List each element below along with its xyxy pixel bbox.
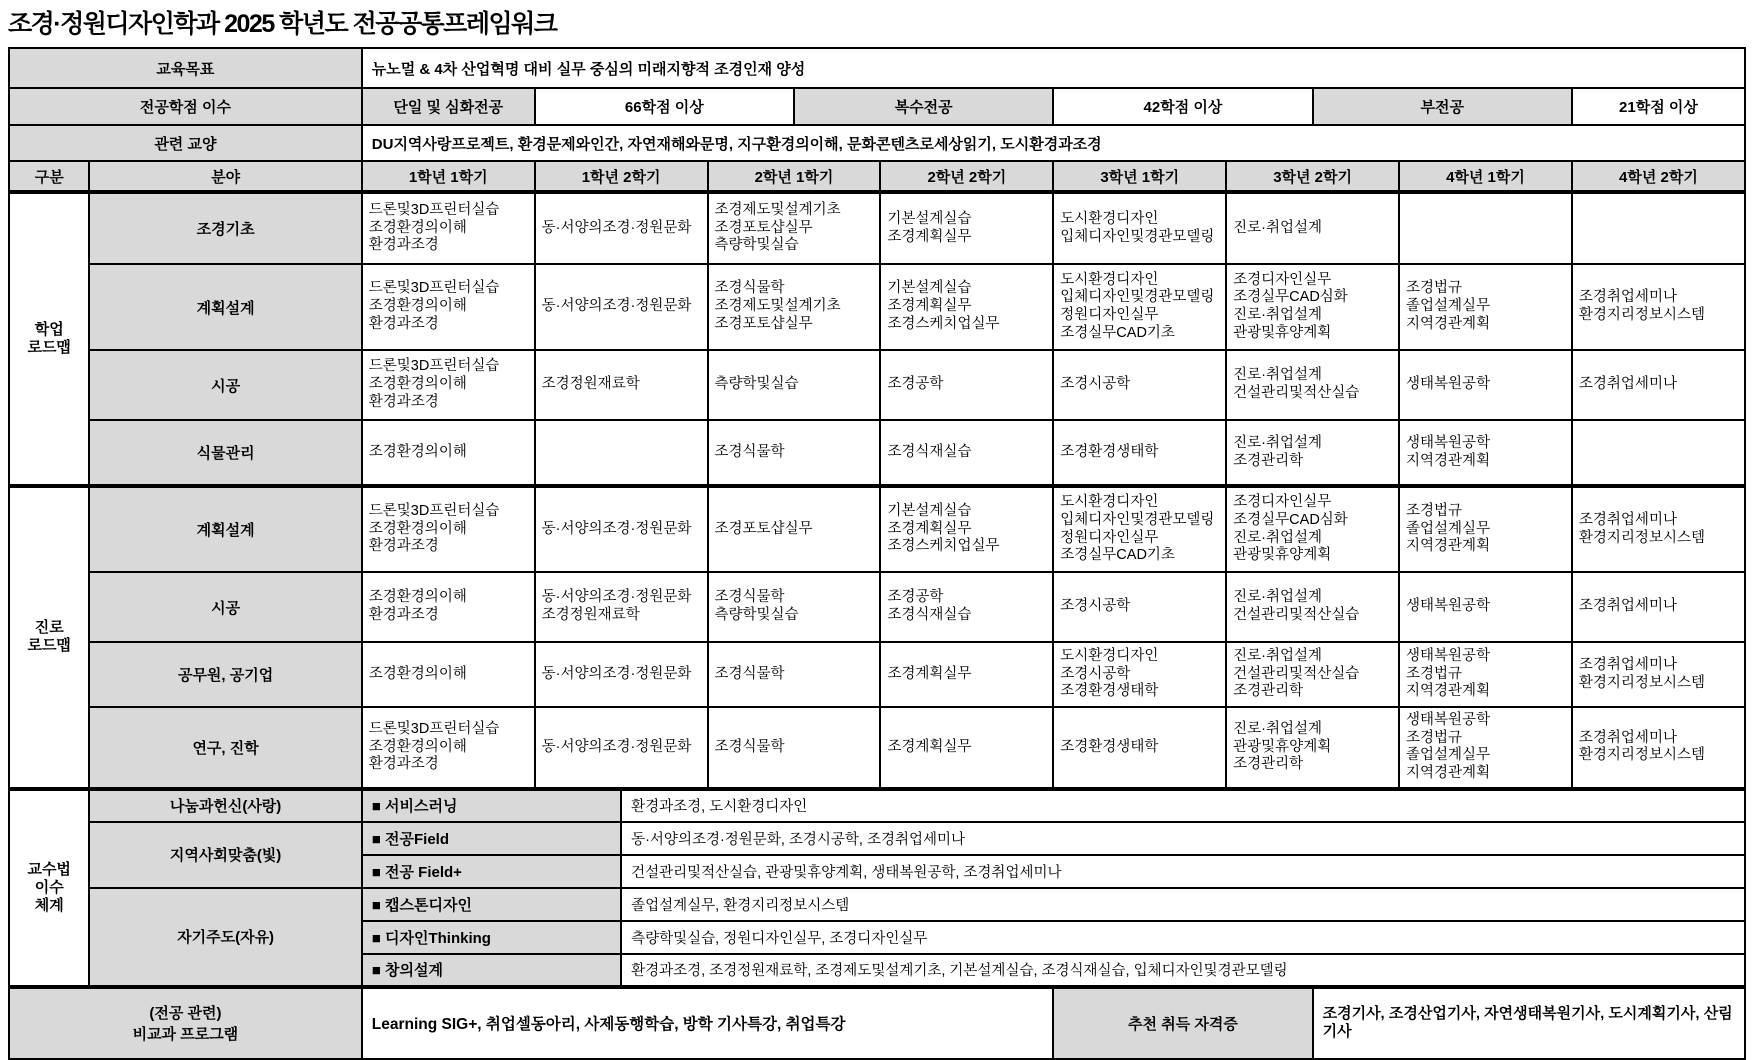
field-label: 조경기초 (89, 192, 361, 264)
course-item: 환경지리정보시스템 (1578, 674, 1705, 691)
course-item: 조경환경생태학 (1060, 683, 1159, 700)
course-item: 환경지리정보시스템 (1578, 529, 1705, 546)
course-item: 조경실무CAD심화 (1233, 289, 1348, 306)
course-item: 조경환경의이해 (368, 219, 467, 236)
course-item: 조경포토샵실무 (714, 219, 813, 236)
course-item: 도시환경디자인 (1060, 210, 1159, 227)
course-item: 조경환경생태학 (1060, 443, 1159, 460)
course-cell (1399, 642, 1572, 707)
course-cell (880, 486, 1053, 572)
course-item: 조경계획실무 (887, 228, 972, 245)
course-item: 동·서양의조경·정원문화 (541, 738, 692, 755)
course-item: 지역경관계획 (1406, 683, 1491, 700)
course-item: 진로·취업설계 (1233, 647, 1323, 664)
course-cell (708, 642, 881, 707)
course-item: 진로·취업설계 (1233, 434, 1323, 451)
course-cell (880, 264, 1053, 350)
course-cell (1399, 192, 1572, 264)
course-item: 조경환경의이해 (368, 443, 467, 460)
field-label: 공무원, 공기업 (89, 642, 361, 707)
course-cell (1053, 572, 1226, 642)
pedagogy-section-label-line: 체계 (34, 896, 64, 914)
course-item: 조경식물학 (714, 589, 785, 606)
course-cell (535, 264, 708, 350)
course-item: 조경법규 (1406, 280, 1463, 297)
course-item: 조경환경의이해 (368, 738, 467, 755)
course-item: 조경계획실무 (887, 665, 972, 682)
course-item: 조경식물학 (714, 665, 785, 682)
pedagogy-section-label (9, 789, 89, 987)
course-item: 조경제도및설계기초 (714, 298, 841, 315)
course-item: 조경시공학 (1060, 598, 1131, 615)
course-item: 환경과조경 (368, 756, 439, 773)
course-item: 생태복원공학 (1406, 434, 1491, 451)
extracurricular-label-line1: (전공 관련) (149, 1005, 222, 1023)
course-item: 환경과조경 (368, 315, 439, 332)
course-cell (708, 486, 881, 572)
course-item: 조경계획실무 (887, 298, 972, 315)
teaching-method-label: ■ 전공 Field+ (362, 855, 621, 888)
course-item: 지역경관계획 (1406, 315, 1491, 332)
course-item: 환경과조경 (368, 237, 439, 254)
teaching-method-courses: 건설관리및적산실습, 관광및휴양계획, 생태복원공학, 조경취업세미나 (621, 855, 1745, 888)
semester-header: 3학년 1학기 (1053, 161, 1226, 192)
course-cell (708, 572, 881, 642)
section-label-line: 학업 (34, 321, 64, 338)
course-cell (1572, 486, 1745, 572)
course-item: 조경정원재료학 (541, 376, 640, 393)
course-item: 생태복원공학 (1406, 712, 1491, 728)
curriculum-framework-table (8, 47, 1746, 1060)
course-cell (708, 192, 881, 264)
course-cell (1053, 707, 1226, 789)
course-item: 조경관리학 (1233, 756, 1304, 773)
course-item: 조경실무CAD심화 (1233, 511, 1348, 528)
course-cell (880, 707, 1053, 789)
course-item: 환경과조경 (368, 607, 439, 623)
course-item: 조경취업세미나 (1578, 376, 1677, 393)
course-item: 조경취업세미나 (1578, 511, 1677, 528)
course-item: 조경정원재료학 (541, 607, 640, 623)
credit-type-minor: 부전공 (1313, 88, 1572, 125)
course-cell (535, 572, 708, 642)
extracurricular-programs: Learning SIG+, 취업셀동아리, 사제동행학습, 방학 기사특강, 취업특강 (362, 987, 1054, 1059)
extracurricular-label (9, 987, 362, 1059)
course-item: 진로·취업설계 (1233, 589, 1323, 606)
course-item: 조경식재실습 (887, 443, 972, 460)
course-cell (1053, 486, 1226, 572)
teaching-method-label: ■ 디자인Thinking (362, 921, 621, 954)
course-item: 측량학및실습 (714, 607, 799, 623)
course-item: 조경공학 (887, 376, 944, 393)
course-cell (1399, 707, 1572, 789)
course-item: 조경계획실무 (887, 738, 972, 755)
teaching-method-courses: 동·서양의조경·정원문화, 조경시공학, 조경취업세미나 (621, 822, 1745, 855)
course-cell (1053, 420, 1226, 486)
course-item: 조경디자인실무 (1233, 494, 1332, 511)
course-cell (535, 420, 708, 486)
course-item: 동·서양의조경·정원문화 (541, 589, 692, 606)
course-item: 드론및3D프린터실습 (368, 720, 500, 737)
semester-header: 3학년 2학기 (1226, 161, 1399, 192)
course-item: 진로·취업설계 (1233, 720, 1323, 737)
course-item: 측량학및실습 (714, 376, 799, 393)
course-item: 조경식물학 (714, 738, 785, 755)
course-cell (1053, 642, 1226, 707)
course-item: 환경지리정보시스템 (1578, 747, 1705, 764)
credit-value-double: 42학점 이상 (1053, 88, 1312, 125)
course-item: 생태복원공학 (1406, 376, 1491, 393)
course-item: 조경제도및설계기초 (714, 201, 841, 218)
course-item: 조경관리학 (1233, 452, 1304, 469)
course-cell (1572, 572, 1745, 642)
course-item: 환경과조경 (368, 393, 439, 410)
course-cell (362, 486, 535, 572)
course-item: 조경법규 (1406, 729, 1463, 746)
course-item: 조경법규 (1406, 665, 1463, 682)
course-item: 도시환경디자인 (1060, 494, 1159, 511)
course-item: 기본설계실습 (887, 210, 972, 227)
course-cell (535, 192, 708, 264)
course-item: 드론및3D프린터실습 (368, 358, 500, 375)
course-cell (1399, 420, 1572, 486)
course-item: 도시환경디자인 (1060, 271, 1159, 288)
course-item: 입체디자인및경관모델링 (1060, 289, 1215, 306)
course-cell (362, 572, 535, 642)
teaching-method-courses: 환경과조경, 도시환경디자인 (621, 789, 1745, 822)
course-item: 진로·취업설계 (1233, 219, 1323, 236)
course-item: 생태복원공학 (1406, 598, 1491, 615)
course-item: 기본설계실습 (887, 280, 972, 297)
course-item: 조경취업세미나 (1578, 656, 1677, 673)
course-item: 조경포토샵실무 (714, 520, 813, 537)
course-item: 관광및휴양계획 (1233, 547, 1332, 564)
teaching-method-label: ■ 캡스톤디자인 (362, 888, 621, 921)
course-cell (362, 264, 535, 350)
course-item: 조경관리학 (1233, 683, 1304, 700)
course-item: 건설관리및적산실습 (1233, 385, 1360, 401)
extracurricular-label-line2: 비교과 프로그램 (132, 1026, 239, 1044)
course-item: 조경환경의이해 (368, 376, 467, 393)
teaching-method-courses: 졸업설계실무, 환경지리정보시스템 (621, 888, 1745, 921)
course-cell (880, 642, 1053, 707)
course-cell (362, 350, 535, 420)
course-item: 조경시공학 (1060, 376, 1131, 393)
semester-header: 4학년 2학기 (1572, 161, 1745, 192)
course-cell (708, 707, 881, 789)
course-item: 조경환경의이해 (368, 589, 467, 606)
semester-header: 4학년 1학기 (1399, 161, 1572, 192)
course-cell (880, 192, 1053, 264)
course-cell (708, 264, 881, 350)
course-item: 조경식물학 (714, 443, 785, 460)
course-cell (1572, 707, 1745, 789)
course-cell (1399, 350, 1572, 420)
course-item: 조경환경의이해 (368, 665, 467, 682)
field-label: 시공 (89, 572, 361, 642)
credits-label: 전공학점 이수 (9, 88, 362, 125)
section-label (9, 486, 89, 789)
liberal-label: 관련 교양 (9, 125, 362, 161)
recommended-certs-list: 조경기사, 조경산업기사, 자연생태복원기사, 도시계획기사, 산림기사 (1313, 987, 1745, 1059)
course-item: 조경환경의이해 (368, 298, 467, 315)
credit-type-single: 단일 및 심화전공 (362, 88, 535, 125)
course-cell (1399, 264, 1572, 350)
section-label-line: 로드맵 (27, 339, 71, 356)
goal-value: 뉴노멀 & 4차 산업혁명 대비 실무 중심의 미래지향적 조경인재 양성 (362, 48, 1745, 88)
teaching-method-label: ■ 서비스러닝 (362, 789, 621, 822)
course-item: 지역경관계획 (1406, 452, 1491, 469)
course-cell (535, 707, 708, 789)
course-item: 조경디자인실무 (1233, 271, 1332, 288)
credit-value-single: 66학점 이상 (535, 88, 794, 125)
course-item: 조경식재실습 (887, 607, 972, 623)
course-cell (1226, 572, 1399, 642)
course-item: 조경환경의이해 (368, 520, 467, 537)
course-item: 기본설계실습 (887, 502, 972, 519)
pedagogy-section-label-line: 이수 (34, 878, 64, 896)
course-cell (1226, 264, 1399, 350)
course-item: 입체디자인및경관모델링 (1060, 511, 1215, 528)
course-cell (708, 420, 881, 486)
field-label: 계획설계 (89, 486, 361, 572)
course-item: 생태복원공학 (1406, 647, 1491, 664)
course-item: 입체디자인및경관모델링 (1060, 228, 1215, 245)
teaching-method-label: ■ 전공Field (362, 822, 621, 855)
course-cell (535, 642, 708, 707)
pedagogy-section-label-line: 교수법 (27, 860, 71, 878)
course-cell (1572, 192, 1745, 264)
course-cell (535, 350, 708, 420)
course-item: 조경실무CAD기초 (1060, 324, 1175, 341)
teaching-method-courses: 측량학및실습, 정원디자인실무, 조경디자인실무 (621, 921, 1745, 954)
course-item: 조경법규 (1406, 502, 1463, 519)
course-cell (362, 420, 535, 486)
course-item: 정원디자인실무 (1060, 529, 1159, 546)
pedagogy-category-label: 자기주도(자유) (89, 888, 361, 987)
course-item: 환경지리정보시스템 (1578, 307, 1705, 323)
course-cell (362, 642, 535, 707)
course-cell (1053, 350, 1226, 420)
course-item: 동·서양의조경·정원문화 (541, 665, 692, 682)
course-item: 조경공학 (887, 589, 944, 606)
field-label: 시공 (89, 350, 361, 420)
course-item: 측량학및실습 (714, 237, 799, 254)
semester-header: 1학년 1학기 (362, 161, 535, 192)
course-cell (1572, 642, 1745, 707)
goal-label: 교육목표 (9, 48, 362, 88)
course-cell (1399, 486, 1572, 572)
course-item: 지역경관계획 (1406, 765, 1491, 782)
course-cell (362, 707, 535, 789)
section-label-line: 진로 (34, 619, 64, 637)
course-item: 도시환경디자인 (1060, 647, 1159, 664)
course-item: 조경스케치업실무 (887, 315, 1000, 332)
field-label: 연구, 진학 (89, 707, 361, 789)
course-cell (1226, 420, 1399, 486)
course-cell (1226, 192, 1399, 264)
course-cell (1226, 350, 1399, 420)
course-item: 졸업설계실무 (1406, 520, 1491, 537)
semester-header: 1학년 2학기 (535, 161, 708, 192)
course-item: 관광및휴양계획 (1233, 324, 1332, 341)
course-item: 환경과조경 (368, 538, 439, 555)
course-item: 드론및3D프린터실습 (368, 280, 500, 297)
section-label (9, 192, 89, 486)
course-item: 졸업설계실무 (1406, 298, 1491, 315)
course-item: 드론및3D프린터실습 (368, 502, 500, 519)
course-item: 진로·취업설계 (1233, 367, 1323, 384)
course-item: 조경취업세미나 (1578, 289, 1677, 306)
semester-header: 2학년 1학기 (708, 161, 881, 192)
course-cell (1572, 350, 1745, 420)
pedagogy-category-label: 나눔과헌신(사랑) (89, 789, 361, 822)
course-cell (880, 572, 1053, 642)
course-item: 조경계획실무 (887, 520, 972, 537)
pedagogy-category-label: 지역사회맞춤(빛) (89, 822, 361, 888)
field-label: 식물관리 (89, 420, 361, 486)
course-item: 조경취업세미나 (1578, 729, 1677, 746)
section-label-line: 로드맵 (27, 637, 71, 655)
course-cell (535, 486, 708, 572)
course-item: 조경환경생태학 (1060, 738, 1159, 755)
column-header-gubun: 구분 (9, 161, 89, 192)
credit-type-double: 복수전공 (794, 88, 1053, 125)
course-cell (1226, 486, 1399, 572)
course-cell (1572, 420, 1745, 486)
course-cell (880, 420, 1053, 486)
credit-value-minor: 21학점 이상 (1572, 88, 1745, 125)
course-cell (362, 192, 535, 264)
page-title: 조경·정원디자인학과 2025 학년도 전공공통프레임워크 (8, 10, 557, 38)
recommended-certs-label: 추천 취득 자격증 (1053, 987, 1312, 1059)
course-cell (1053, 264, 1226, 350)
course-item: 졸업설계실무 (1406, 747, 1491, 764)
field-label: 계획설계 (89, 264, 361, 350)
course-item: 지역경관계획 (1406, 538, 1491, 555)
course-item: 조경스케치업실무 (887, 538, 1000, 555)
semester-header: 2학년 2학기 (880, 161, 1053, 192)
course-item: 조경시공학 (1060, 665, 1131, 682)
course-item: 진로·취업설계 (1233, 307, 1323, 323)
liberal-value: DU지역사랑프로젝트, 환경문제와인간, 자연재해와문명, 지구환경의이해, 문화콘텐츠로세상읽기, 도시환경과조경 (362, 125, 1745, 161)
course-item: 드론및3D프린터실습 (368, 201, 500, 218)
course-item: 정원디자인실무 (1060, 307, 1159, 323)
course-item: 건설관리및적산실습 (1233, 607, 1360, 623)
course-item: 동·서양의조경·정원문화 (541, 520, 692, 537)
course-item: 건설관리및적산실습 (1233, 665, 1360, 682)
teaching-method-courses: 환경과조경, 조경정원재료학, 조경제도및설계기초, 기본설계실습, 조경식재실습, 입체디자인및경관모델링 (621, 954, 1745, 987)
course-cell (1053, 192, 1226, 264)
course-cell (880, 350, 1053, 420)
course-item: 동·서양의조경·정원문화 (541, 219, 692, 236)
course-cell (1226, 642, 1399, 707)
course-cell (708, 350, 881, 420)
course-item: 조경포토샵실무 (714, 315, 813, 332)
course-cell (1572, 264, 1745, 350)
course-item: 조경취업세미나 (1578, 598, 1677, 615)
course-item: 조경실무CAD기초 (1060, 547, 1175, 564)
course-cell (1226, 707, 1399, 789)
course-item: 진로·취업설계 (1233, 529, 1323, 546)
course-item: 관광및휴양계획 (1233, 738, 1332, 755)
course-item: 조경식물학 (714, 280, 785, 297)
column-header-bunya: 분야 (89, 161, 361, 192)
course-cell (1399, 572, 1572, 642)
course-item: 동·서양의조경·정원문화 (541, 298, 692, 315)
teaching-method-label: ■ 창의설계 (362, 954, 621, 987)
